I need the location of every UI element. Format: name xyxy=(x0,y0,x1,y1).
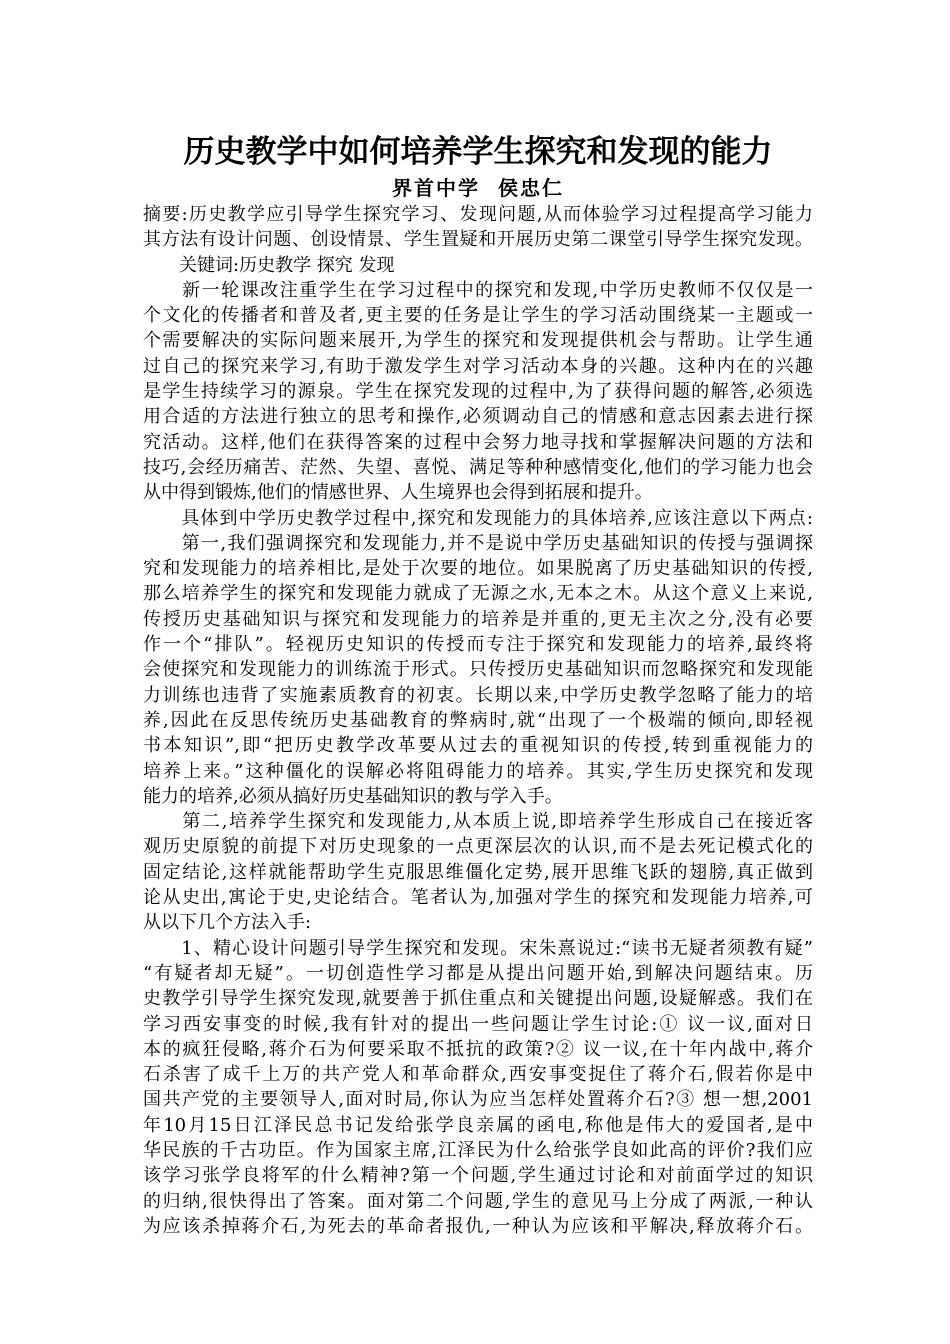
text-line: 能力的培养,必须从搞好历史基础知识的教与学入手。 xyxy=(143,785,563,807)
text-line: 书本知识”,即“把历史教学改革要从过去的重视知识的传授,转到重视能力的 xyxy=(143,735,813,757)
text-line: 力训练也违背了实施素质教育的初衷。长期以来,中学历史教学忽略了能力的培 xyxy=(143,684,813,706)
text-line: 关键词:历史教学 探究 发现 xyxy=(143,254,395,276)
document-body xyxy=(143,202,813,1239)
text-line: 华民族的千古功臣。作为国家主席,江泽民为什么给张学良如此高的评价?我们应 xyxy=(143,1139,813,1161)
text-line: 从以下几个方法入手: xyxy=(143,912,312,934)
text-line: 究和发现能力的培养相比,是处于次要的地位。如果脱离了历史基础知识的传授, xyxy=(143,558,813,580)
text-line: 观历史原貌的前提下对历史现象的一点更深层次的认识,而不是去死记模式化的 xyxy=(143,836,813,858)
text-line: “有疑者却无疑”。一切创造性学习都是从提出问题开始,到解决问题结束。历 xyxy=(143,962,813,984)
text-line: 传授历史基础知识与探究和发现能力的培养是并重的,更无主次之分,没有必要 xyxy=(143,608,813,630)
text-line: 会使探究和发现能力的训练流于形式。只传授历史基础知识而忽略探究和发现能 xyxy=(143,659,813,681)
text-line: 究活动。这样,他们在获得答案的过程中会努力地寻找和掌握解决问题的方法和 xyxy=(143,431,813,453)
text-line: 第二,培养学生探究和发现能力,从本质上说,即培养学生形成自己在接近客 xyxy=(143,811,813,833)
document-title: 历史教学中如何培养学生探究和发现的能力 xyxy=(183,134,773,170)
text-line: 固定结论,这样就能帮助学生克服思维僵化定势,展开思维飞跃的翅膀,真正做到 xyxy=(143,861,813,883)
text-line: 个需要解决的实际问题来展开,为学生的探究和发现提供机会与帮助。让学生通 xyxy=(143,330,813,352)
document-page xyxy=(143,132,813,1239)
author-line xyxy=(143,174,813,202)
text-line: 摘要:历史教学应引导学生探究学习、发现问题,从而体验学习过程提高学习能力 xyxy=(143,204,813,225)
text-line: 石杀害了成千上万的共产党人和革命群众,西安事变捉住了蒋介石,假若你是中 xyxy=(143,1064,813,1086)
text-line: 新一轮课改注重学生在学习过程中的探究和发现,中学历史教师不仅仅是一 xyxy=(143,279,813,301)
text-line: 从中得到锻炼,他们的情感世界、人生境界也会得到拓展和提升。 xyxy=(143,482,653,504)
text-line: 用合适的方法进行独立的思考和操作,必须调动自己的情感和意志因素去进行探 xyxy=(143,406,813,428)
author-name: 侯忠仁 xyxy=(498,176,564,200)
text-line: 是学生持续学习的源泉。学生在探究发现的过程中,为了获得问题的解答,必须选 xyxy=(143,381,813,403)
text-line: 史教学引导学生探究发现,就要善于抓住重点和关键提出问题,设疑解惑。我们在 xyxy=(143,988,813,1010)
text-line: 个文化的传播者和普及者,更主要的任务是让学生的学习活动围绕某一主题或一 xyxy=(143,305,813,327)
text-line: 为应该杀掉蒋介石,为死去的革命者报仇,一种认为应该和平解决,释放蒋介石。 xyxy=(143,1215,813,1237)
text-line: 过自己的探究来学习,有助于激发学生对学习活动本身的兴趣。这种内在的兴趣 xyxy=(143,355,813,377)
text-line: 该学习张学良将军的什么精神?第一个问题,学生通过讨论和对前面学过的知识 xyxy=(143,1165,813,1187)
text-line: 学习西安事变的时候,我有针对的提出一些问题让学生讨论:① 议一议,面对日 xyxy=(143,1013,813,1035)
text-line: 本的疯狂侵略,蒋介石为何要采取不抵抗的政策?② 议一议,在十年内战中,蒋介 xyxy=(143,1038,813,1060)
text-line: 国共产党的主要领导人,面对时局,你认为应当怎样处置蒋介石?③ 想一想,2001 xyxy=(143,1089,813,1111)
text-line: 那么培养学生的探究和发现能力就成了无源之水,无本之木。从这个意义上来说, xyxy=(143,583,813,605)
text-line: 养,因此在反思传统历史基础教育的弊病时,就“出现了一个极端的倾向,即轻视 xyxy=(143,709,813,731)
text-line: 作一个“排队”。轻视历史知识的传授而专注于探究和发现能力的培养,最终将 xyxy=(143,634,813,656)
text-line: 第一,我们强调探究和发现能力,并不是说中学历史基础知识的传授与强调探 xyxy=(143,532,813,554)
author-school: 界首中学 xyxy=(392,176,480,200)
text-line: 1、精心设计问题引导学生探究和发现。宋朱熹说过:“读书无疑者须教有疑” xyxy=(143,937,813,959)
text-line: 具体到中学历史教学过程中,探究和发现能力的具体培养,应该注意以下两点: xyxy=(143,507,813,529)
text-line: 培养上来。”这种僵化的误解必将阻碍能力的培养。其实,学生历史探究和发现 xyxy=(143,760,813,782)
text-line: 年10月15日江泽民总书记发给张学良亲属的函电,称他是伟大的爱国者,是中 xyxy=(143,1114,813,1136)
text-line: 论从史出,寓论于史,史论结合。笔者认为,加强对学生的探究和发现能力培养,可 xyxy=(143,887,813,909)
text-line: 其方法有设计问题、创设情景、学生置疑和开展历史第二课堂引导学生探究发现。 xyxy=(143,229,813,251)
text-line: 的归纳,很快得出了答案。面对第二个问题,学生的意见马上分成了两派,一种认 xyxy=(143,1190,813,1212)
text-line: 技巧,会经历痛苦、茫然、失望、喜悦、满足等种种感情变化,他们的学习能力也会 xyxy=(143,456,813,478)
